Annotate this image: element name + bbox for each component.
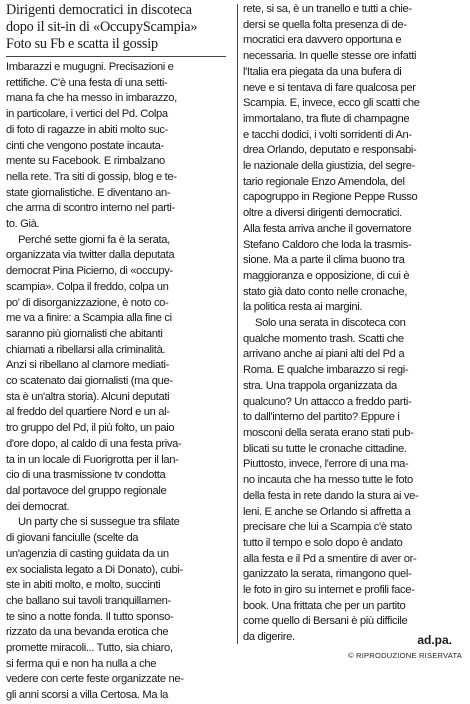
article-line: promette miracoli... Tutto, sia chiaro, [6, 642, 173, 655]
article-line: di foto di ragazze in abiti molto suc- [6, 123, 169, 136]
article-line: nella rete. Tra siti di gossip, blog e te- [6, 170, 177, 183]
article-line: alla festa e il Pd a smentire di aver or- [243, 552, 417, 565]
article-line: che arma di scontro interno nel parti- [6, 202, 175, 215]
column-divider [237, 4, 238, 644]
headline-line-1: Dirigenti democratici in discoteca [6, 2, 192, 18]
article-line: Alla festa arriva anche il governatore [243, 222, 412, 235]
left-column [6, 2, 231, 704]
article-line: mana fa che ha messo in imbarazzo, [6, 92, 177, 105]
article-line: rettifiche. C'è una festa di una setti- [6, 76, 168, 89]
article-line: sta è un'altra storia). Alcuni deputati [6, 390, 170, 403]
article-line: e tacchi dodici, i volti sorridenti di An- [243, 128, 412, 141]
article-line: co scatenato dai giornalisti (ma que- [6, 375, 173, 388]
article-line: le nazionale della giustizia, del segre- [243, 160, 415, 173]
article-line: book. Una frittata che per un partito [243, 599, 406, 612]
article-line: mocratici era davvero opportuna e [243, 34, 402, 47]
article-line: cio di una trasmissione tv condotta [6, 469, 166, 482]
article-line: Imbarazzi e mugugni. Precisazioni e [6, 61, 174, 73]
article-line: precisare che lui a Scampia c'è stato [243, 521, 412, 534]
article-line: to dall'interno del partito? Eppure i [243, 411, 400, 424]
article-line: tario regionale Enzo Amendola, del [243, 175, 405, 188]
article-line: cinti che vengono postate incauta- [6, 139, 164, 152]
article-line: d'ore dopo, al caldo di una festa priva- [6, 437, 182, 450]
article-line: Un party che si sussegue tra sfilate [18, 516, 180, 529]
article-line: vedere con certe feste organizzate ne- [6, 673, 184, 686]
article-line: al freddo del quartiere Nord e un al- [6, 406, 170, 419]
article-line: state giornalistiche. E diventano an- [6, 186, 171, 199]
article-line: me va a finire: a Scampia alla fine ci [6, 312, 172, 325]
article-line: chiamati a ribellarsi alla criminalità. [6, 343, 166, 356]
article-line: leni. E anche se Orlando si affretta a [243, 505, 411, 518]
article-line: drea Orlando, deputato e responsabi- [243, 144, 417, 157]
article-line: Scampia. E, invece, ecco gli scatti che [243, 97, 420, 110]
article-line: ex socialista legato a Di Donato), cubi- [6, 563, 183, 576]
article-line: della festa in rete dando la stura ai ve- [243, 489, 419, 502]
article-line: che ballano sui tavoli tranquillamen- [6, 594, 171, 607]
article-line: arrivano anche ai piani alti del Pd a [243, 348, 405, 361]
copyright-notice: © RIPRODUZIONE RISERVATA [347, 651, 462, 660]
article-line: immortalano, tra flute di champagne [243, 112, 410, 125]
article-line: sione. Ma a parte il clima buono tra [243, 254, 405, 267]
article-line: scampia». Colpa il freddo, colpa un [6, 280, 169, 293]
article-line: stra. Una trappola organizzata da [243, 379, 397, 392]
article-line: saranno più giornalisti che abitanti [6, 327, 163, 340]
article-line: tro gruppo del Pd, il più folto, un paio [6, 422, 175, 435]
article-line: le foto in giro su internet e profili face- [243, 584, 415, 597]
article-line: organizzata via twitter dalla deputata [6, 249, 175, 262]
article-line: Solo una serata in discoteca con [255, 317, 406, 330]
article-line: la politica resta ai margini. [243, 301, 363, 314]
right-column [243, 2, 464, 646]
article-line: neve e si tentava di fare qualcosa per [243, 81, 416, 94]
article-line: te sino a notte fonda. Il tutto sponso- [6, 610, 174, 623]
left-column-text [6, 60, 231, 704]
article-line: in particolare, i vertici del Pd. Colpa [6, 108, 168, 121]
article-headline [6, 2, 231, 53]
article-line: Roma. E qualche imbarazzo si regi- [243, 364, 409, 377]
article-line: maggioranza e opposizione, di cui è [243, 269, 410, 282]
article-line: si ferma qui e non ha nulla a che [6, 657, 157, 670]
headline-line-2: dopo il sit-in di «OccupyScampia» [6, 19, 198, 35]
article-line: mosconi della serata erano stati pub- [243, 426, 414, 439]
article-line: necessaria. In quelle stesse ore infatti [243, 50, 417, 63]
article-line: oltre a diversi dirigenti democratici. [243, 207, 402, 220]
article-line: democrat Pina Picierno, di «occupy- [6, 265, 173, 278]
article-line: to. Già. [6, 218, 40, 231]
article-line: no incauta che ha messo tutte le foto [243, 474, 413, 487]
article-line: Piuttosto, invece, l'errore di una ma- [243, 458, 409, 471]
article-line: rete, si sa, è un tranello e tutti a chie- [243, 3, 412, 15]
article-line: dei democrat. [6, 500, 70, 513]
article-line: po' di disorganizzazione, è noto co- [6, 296, 169, 309]
article-line: ste in abiti molto, e molto, succinti [6, 579, 161, 592]
article-line: ganizzato la serata, rimangono quel- [243, 568, 412, 581]
article-line: Stefano Caldoro che loda la trasmis- [243, 238, 412, 251]
article-line: blicati su tutte le cronache cittadine. [243, 442, 407, 455]
article-line: qualche momento trash. Scatti che [243, 332, 404, 345]
article-line: l'Italia era piegata da una bufera di [243, 65, 402, 78]
article-line: un'agenzia di casting guidata da un [6, 547, 169, 560]
right-column-text [243, 2, 464, 646]
article-line: capogruppo in Regione Peppe Russo [243, 191, 418, 204]
article-line: di giovani fanciulle (scelte da [6, 532, 139, 545]
article-line: dal portavoce del gruppo regionale [6, 484, 167, 497]
article-line: stato già dato conto nelle cronache, [243, 285, 408, 298]
article-line: ta in un locale di Fuorigrotta per il lan- [6, 453, 179, 466]
headline-divider [6, 56, 226, 57]
article-line: qualcuno? Un attacco a freddo parti- [243, 395, 412, 408]
article-line: dersi se quella folta presenza di de- [243, 18, 407, 31]
article-line: Anzi si ribellano al clamore mediati- [6, 359, 170, 372]
article-line: come quello di Bersani è più difficile [243, 615, 408, 628]
article-line: tutto il tempo e solo dopo è andato [243, 536, 403, 549]
article-line: rizzato da una bevanda erotica che [6, 626, 169, 639]
article-line: gli anni scorsi a villa Certosa. Ma la [6, 689, 169, 702]
article-line: Perché sette giorni fa è la serata, [18, 233, 170, 246]
article-line: da digerire. [243, 631, 295, 644]
headline-line-3: Foto su Fb e scatta il gossip [6, 36, 158, 52]
author-signature: ad.pa. [417, 633, 452, 647]
article-line: mente su Facebook. E rimbalzano [6, 155, 165, 168]
